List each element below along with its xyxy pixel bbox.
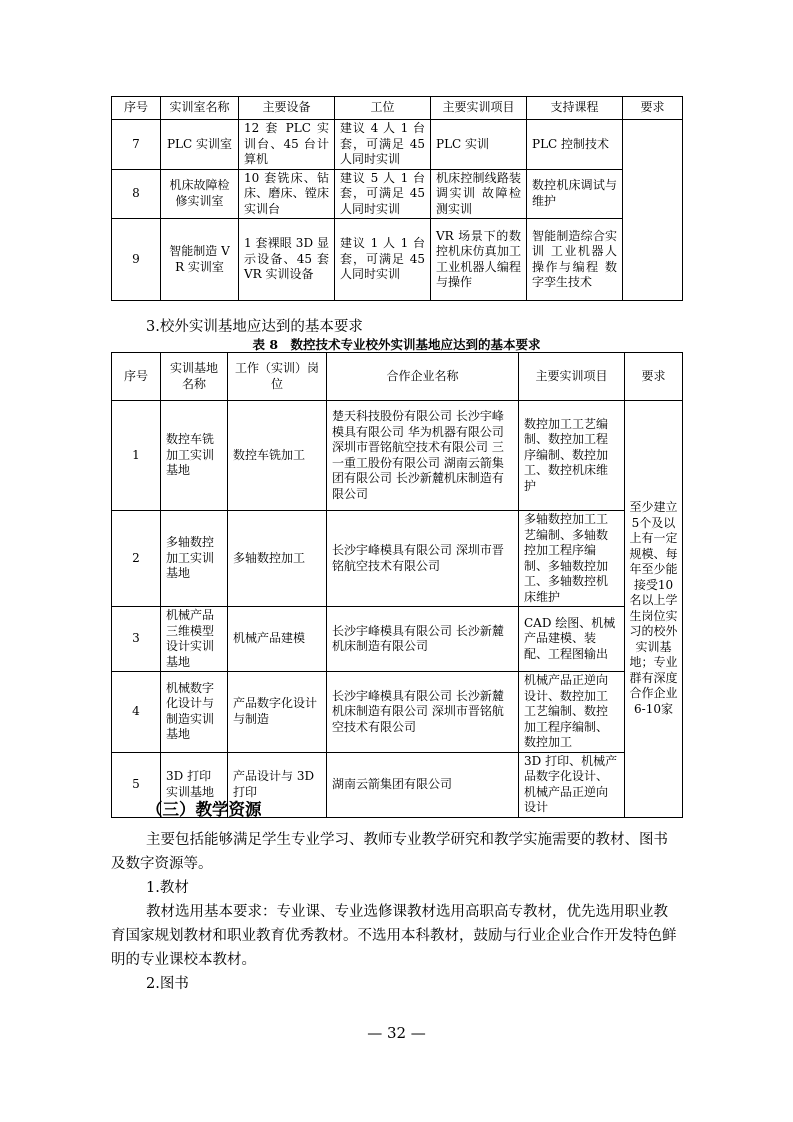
base-name: 3D 打印实训基地 bbox=[161, 752, 228, 817]
course: 智能制造综合实训 工业机器人操作与编程 数字孪生技术 bbox=[527, 219, 623, 301]
row-number: 5 bbox=[112, 752, 161, 817]
base-name: 机械数字化设计与制造实训基地 bbox=[161, 672, 228, 753]
row-number: 1 bbox=[112, 401, 161, 511]
post: 产品数字化设计与制造 bbox=[228, 672, 327, 753]
station: 建议 1 人 1 台套，可满足 45 人同时实训 bbox=[335, 219, 431, 301]
project: VR 场景下的数控机床仿真加工 工业机器人编程与操作 bbox=[431, 219, 527, 301]
companies: 湖南云箭集团有限公司 bbox=[327, 752, 519, 817]
table-row bbox=[112, 120, 683, 170]
row-number: 7 bbox=[112, 120, 161, 170]
header-cell: 要求 bbox=[625, 353, 683, 401]
section-heading: （三）教学资源 bbox=[146, 800, 262, 819]
row-number: 3 bbox=[112, 607, 161, 672]
header-cell: 主要设备 bbox=[239, 97, 335, 120]
header-cell: 实训室名称 bbox=[161, 97, 239, 120]
companies: 楚天科技股份有限公司 长沙宇峰模具有限公司 华为机器有限公司 深圳市晋铭航空技术有限公司 三一重工股份有限公司 湖南云箭集团有限公司 长沙新麓机床制造有限公司 bbox=[327, 401, 519, 511]
row-number: 8 bbox=[112, 169, 161, 219]
base-name: 机械产品三维模型设计实训基地 bbox=[161, 607, 228, 672]
requirement-cell: 至少建立5个及以上有一定规模、每年至少能接受10名以上学生岗位实习的校外实训基地；专业群有深度合作企业6-10家 bbox=[625, 401, 683, 818]
equipment: 1 套裸眼 3D 显示设备、45 套 VR 实训设备 bbox=[239, 219, 335, 301]
table-row bbox=[112, 401, 683, 511]
lab-name: 智能制造 VR 实训室 bbox=[161, 219, 239, 301]
paragraph: 2.图书 bbox=[146, 976, 189, 992]
project: 机床控制线路装调实训 故障检测实训 bbox=[431, 169, 527, 219]
header-cell: 主要实训项目 bbox=[519, 353, 625, 401]
post: 数控车铣加工 bbox=[228, 401, 327, 511]
header-cell: 序号 bbox=[112, 97, 161, 120]
base-name: 多轴数控加工实训基地 bbox=[161, 511, 228, 607]
table-row bbox=[112, 169, 683, 219]
table-caption: 表 8 数控技术专业校外实训基地应达到的基本要求 bbox=[252, 337, 541, 352]
companies: 长沙宇峰模具有限公司 长沙新麓机床制造有限公司 深圳市晋铭航空技术有限公司 bbox=[327, 672, 519, 753]
header-cell: 实训基地名称 bbox=[161, 353, 228, 401]
project: 3D 打印、机械产品数字化设计、机械产品正逆向设计 bbox=[519, 752, 625, 817]
post: 多轴数控加工 bbox=[228, 511, 327, 607]
table-row bbox=[112, 672, 683, 753]
lab-name: 机床故障检修实训室 bbox=[161, 169, 239, 219]
companies: 长沙宇峰模具有限公司 长沙新麓机床制造有限公司 bbox=[327, 607, 519, 672]
header-cell: 序号 bbox=[112, 353, 161, 401]
station: 建议 4 人 1 台套，可满足 45 人同时实训 bbox=[335, 120, 431, 170]
equipment: 10 套铣床、钻床、磨床、镗床实训台 bbox=[239, 169, 335, 219]
base-table bbox=[111, 352, 683, 818]
header-cell: 主要实训项目 bbox=[431, 97, 527, 120]
row-number: 4 bbox=[112, 672, 161, 753]
table-row bbox=[112, 219, 683, 301]
header-cell: 要求 bbox=[623, 97, 683, 120]
table-row bbox=[112, 511, 683, 607]
paragraph: 主要包括能够满足学生专业学习、教师专业教学研究和教学实施需要的教材、图书及数字资源等。 bbox=[111, 832, 668, 872]
course: PLC 控制技术 bbox=[527, 120, 623, 170]
post: 机械产品建模 bbox=[228, 607, 327, 672]
row-number: 9 bbox=[112, 219, 161, 301]
post: 产品设计与 3D 打印 bbox=[228, 752, 327, 817]
paragraph: 教材选用基本要求：专业课、专业选修课教材选用高职高专教材，优先选用职业教育国家规划教材和职业教育优秀教材。不选用本科教材，鼓励与行业企业合作开发特色鲜明的专业课校本教材。 bbox=[111, 904, 677, 968]
project: 数控加工工艺编制、数控加工程序编制、数控加工、数控机床维护 bbox=[519, 401, 625, 511]
station: 建议 5 人 1 台套，可满足 45 人同时实训 bbox=[335, 169, 431, 219]
row-number: 2 bbox=[112, 511, 161, 607]
lab-table bbox=[111, 96, 683, 301]
equipment: 12 套 PLC 实训台、45 台计算机 bbox=[239, 120, 335, 170]
table-row bbox=[112, 607, 683, 672]
header-cell: 工作（实训）岗位 bbox=[228, 353, 327, 401]
page-number: — 32 — bbox=[367, 1024, 426, 1042]
lab-name: PLC 实训室 bbox=[161, 120, 239, 170]
requirement-cell bbox=[623, 120, 683, 301]
header-cell: 合作企业名称 bbox=[327, 353, 519, 401]
base-name: 数控车铣加工实训基地 bbox=[161, 401, 228, 511]
project: PLC 实训 bbox=[431, 120, 527, 170]
course: 数控机床调试与维护 bbox=[527, 169, 623, 219]
header-cell: 工位 bbox=[335, 97, 431, 120]
project: 机械产品正逆向设计、数控加工工艺编制、数控加工程序编制、数控加工 bbox=[519, 672, 625, 753]
header-cell: 支持课程 bbox=[527, 97, 623, 120]
paragraph: 1.教材 bbox=[146, 880, 189, 896]
companies: 长沙宇峰模具有限公司 深圳市晋铭航空技术有限公司 bbox=[327, 511, 519, 607]
project: 多轴数控加工工艺编制、多轴数控加工程序编制、多轴数控加工、多轴数控机床维护 bbox=[519, 511, 625, 607]
project: CAD 绘图、机械产品建模、装配、工程图输出 bbox=[519, 607, 625, 672]
section-title: 3.校外实训基地应达到的基本要求 bbox=[146, 319, 363, 335]
